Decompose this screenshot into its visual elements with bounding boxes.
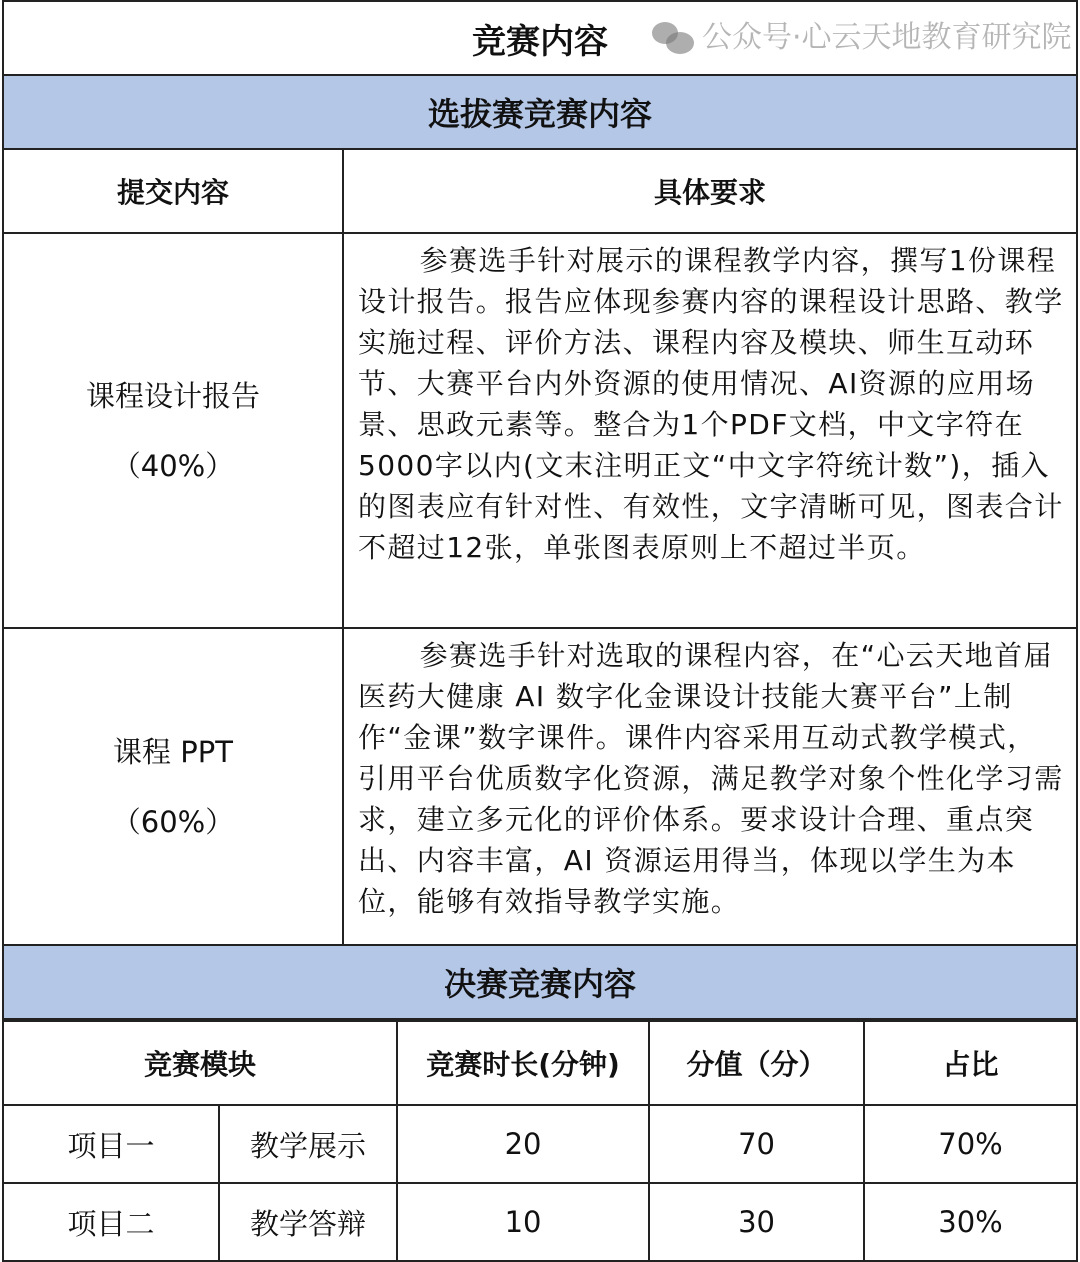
- final-table: [2, 1020, 1078, 1262]
- submission-cell: [3, 628, 343, 945]
- prelim-table: [2, 0, 1078, 1020]
- item-cell: 项目一: [3, 1105, 219, 1183]
- submission-name: 课程设计报告: [85, 378, 260, 413]
- col-header-ratio: 占比: [864, 1021, 1077, 1105]
- score-cell: 30: [649, 1183, 864, 1261]
- item-cell: 项目二: [3, 1183, 219, 1261]
- requirement-text: 参赛选手针对展示的课程教学内容，撰写1份课程设计报告。报告应体现参赛内容的课程设计思路、教学实施过程、评价方法、课程内容及模块、师生互动环节、大赛平台内外资源的使用情况、AI资源的应用场景、思政元素等。整合为1个PDF文档，中文字符在5000字以内(文末注明正文“中文字符统计数”)，插入的图表应有针对性、有效性，文字清晰可见，图表合计不超过12张，单张图表原则上不超过半页。: [343, 233, 1077, 628]
- col-header-score: 分值（分）: [649, 1021, 864, 1105]
- module-cell: 教学答辩: [219, 1183, 397, 1261]
- final-heading: 决赛竞赛内容: [3, 945, 1077, 1019]
- table-row: [3, 233, 1077, 628]
- page-title: 竞赛内容: [3, 1, 1077, 75]
- ratio-cell: 70%: [864, 1105, 1077, 1183]
- table-row: [3, 628, 1077, 945]
- table-row: [3, 1183, 1077, 1261]
- module-cell: 教学展示: [219, 1105, 397, 1183]
- col-header-submission: 提交内容: [3, 149, 343, 233]
- col-header-duration: 竞赛时长(分钟): [397, 1021, 649, 1105]
- col-header-module: 竞赛模块: [3, 1021, 397, 1105]
- duration-cell: 20: [397, 1105, 649, 1183]
- prelim-heading: 选拔赛竞赛内容: [3, 75, 1077, 149]
- col-header-requirement: 具体要求: [343, 149, 1077, 233]
- table-row: [3, 1105, 1077, 1183]
- submission-cell: [3, 233, 343, 628]
- submission-name: 课程 PPT: [113, 734, 233, 769]
- ratio-cell: 30%: [864, 1183, 1077, 1261]
- watermark-text: 公众号·心云天地教育研究院: [702, 20, 1072, 55]
- submission-weight: （40%）: [111, 448, 235, 483]
- submission-weight: （60%）: [111, 804, 235, 839]
- duration-cell: 10: [397, 1183, 649, 1261]
- requirement-text: 参赛选手针对选取的课程内容，在“心云天地首届医药大健康 AI 数字化金课设计技能大赛平台”上制作“金课”数字课件。课件内容采用互动式教学模式，引用平台优质数字化资源，满足教学对象个性化学习需求，建立多元化的评价体系。要求设计合理、重点突出、内容丰富，AI 资源运用得当，体现以学生为本位，能够有效指导教学实施。: [343, 628, 1077, 945]
- score-cell: 70: [649, 1105, 864, 1183]
